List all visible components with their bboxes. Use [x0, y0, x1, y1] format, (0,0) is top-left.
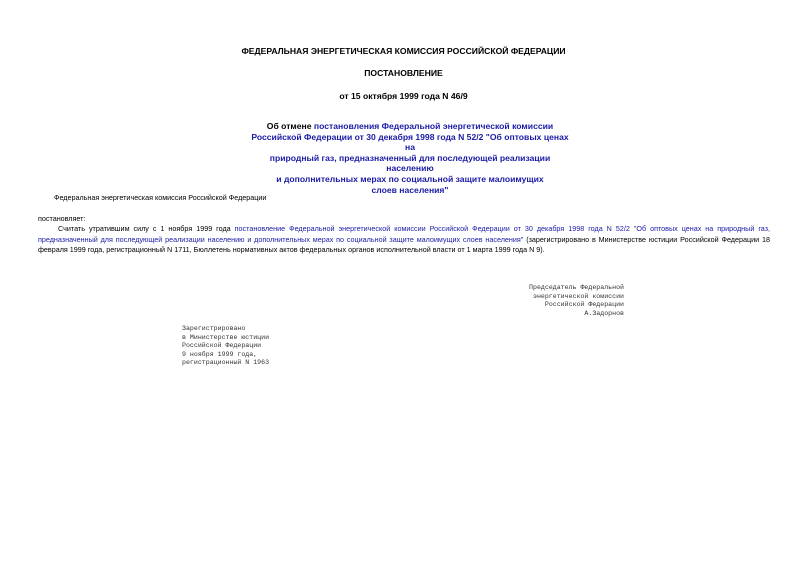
subject-link-line2[interactable]: Российской Федерации от 30 декабря 1998 года N 52/2 "Об оптовых ценах на — [251, 131, 569, 153]
org-title: ФЕДЕРАЛЬНАЯ ЭНЕРГЕТИЧЕСКАЯ КОМИССИЯ РОССИЙСКОЙ ФЕДЕРАЦИИ — [241, 46, 566, 56]
repealed-resolution-link[interactable]: постановление Федеральной энергетической комиссии Российской Федерации от 30 декабря 1998 года N 52/2 "Об оптовых ценах на природный газ, предназначенный для последующей реализации населению и дополнительных мерах по социальной защите малоимущих слоев населения" — [38, 224, 770, 244]
subject-link-line1[interactable]: постановления Федеральной энергетической комиссии — [313, 121, 554, 131]
signature-line1: Председатель Федеральной — [529, 284, 624, 291]
document-type: ПОСТАНОВЛЕНИЕ — [364, 68, 443, 78]
registration-line5: регистрационный N 1963 — [182, 359, 270, 367]
registration-line3: Российской Федерации — [182, 342, 262, 350]
signature-line2: энергетической комиссии — [532, 292, 624, 300]
registration-block — [182, 325, 269, 368]
subject-link-line5[interactable]: слоев населения" — [371, 184, 449, 195]
main-paragraph — [38, 224, 770, 256]
signature-block — [508, 284, 624, 318]
paragraph-start: Считать утратившим силу с 1 ноября 1999 года — [58, 224, 235, 233]
signature-line4: А.Задорнов — [584, 309, 624, 317]
subject-prefix: Об отмене — [266, 121, 314, 131]
document-date: от 15 октября 1999 года N 46/9 — [339, 91, 468, 101]
registration-line2: в Министерстве юстиции — [182, 333, 270, 341]
resolves-line: постановляет: — [38, 214, 86, 223]
signature-line3: Российской Федерации — [544, 301, 624, 309]
subject-link-line4[interactable]: и дополнительных мерах по социальной защите малоимущих — [276, 173, 544, 184]
paragraph-end: (зарегистрировано в Министерстве юстиции Российской Федерации 18 февраля 1999 года, регистрационный N 1711, Бюллетень нормативных актов федеральных органов исполнительной власти от 1 марта 1999 года N 9). — [38, 234, 770, 254]
subject-link-line3[interactable]: природный газ, предназначенный для последующей реализации населению — [269, 152, 551, 174]
issuer-line: Федеральная энергетическая комиссия Российской Федерации — [54, 193, 267, 202]
document-subject — [250, 121, 570, 195]
registration-line4: 9 ноября 1999 года, — [182, 350, 258, 358]
registration-line1: Зарегистрировано — [182, 325, 246, 332]
